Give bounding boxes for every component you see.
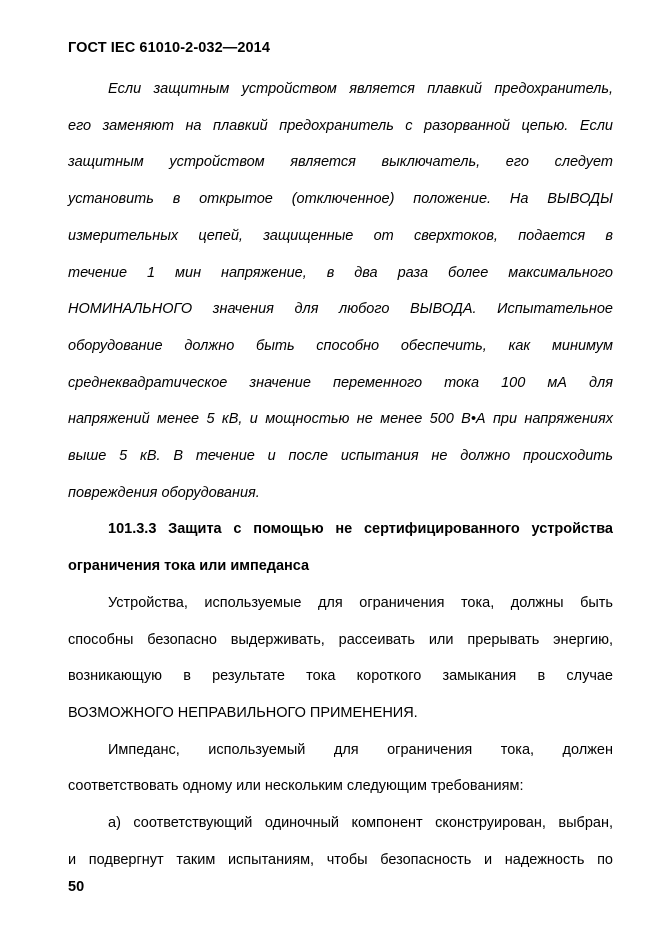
document-header: ГОСТ IEC 61010-2-032—2014 — [68, 40, 270, 56]
italic-para-line: измерительных цепей, защищенные от сверхтоков, подается в — [68, 227, 613, 244]
impedance-para-line: соответствовать одному или нескольким следующим требованиям: — [68, 778, 524, 795]
italic-para-line: течение 1 мин напряжение, в два раза более максимального — [68, 264, 613, 281]
italic-para-line: выше 5 кВ. В течение и после испытания не должно происходить — [68, 448, 613, 465]
italic-para-line: защитным устройством является выключатель, его следует — [68, 154, 613, 171]
italic-para-line: среднеквадратическое значение переменного тока 100 мА для — [68, 374, 613, 391]
italic-para-line: НОМИНАЛЬНОГО значения для любого ВЫВОДА. Испытательное — [68, 301, 613, 318]
page-number: 50 — [68, 879, 85, 895]
italic-para-line: напряжений менее 5 кВ, и мощностью не менее 500 В•А при напряжениях — [68, 411, 613, 428]
section-heading-line: 101.3.3 Защита с помощью не сертифицированного устройства — [108, 521, 613, 538]
devices-para-line: ВОЗМОЖНОГО НЕПРАВИЛЬНОГО ПРИМЕНЕНИЯ. — [68, 704, 418, 721]
item-a-para-line: и подвергнут таким испытаниям, чтобы безопасность и надежность по — [68, 851, 613, 868]
devices-para-line: способны безопасно выдерживать, рассеивать или прерывать энергию, — [68, 631, 613, 648]
italic-para-line: установить в открытое (отключенное) положение. На ВЫВОДЫ — [68, 191, 613, 208]
impedance-para-line: Импеданс, используемый для ограничения тока, должен — [108, 741, 613, 758]
section-heading-line: ограничения тока или импеданса — [68, 558, 310, 575]
italic-para-line: оборудование должно быть способно обеспечить, как минимум — [68, 337, 613, 354]
italic-para-line: Если защитным устройством является плавкий предохранитель, — [108, 81, 613, 97]
italic-para-line: его заменяют на плавкий предохранитель с разорванной цепью. Если — [68, 117, 613, 134]
document-body — [68, 71, 613, 878]
italic-para-line: повреждения оборудования. — [68, 484, 260, 501]
devices-para-line: возникающую в результате тока короткого замыкания в случае — [68, 668, 613, 685]
devices-para-line: Устройства, используемые для ограничения тока, должны быть — [108, 594, 613, 611]
item-a-para-line: а) соответствующий одиночный компонент сконструирован, выбран, — [108, 815, 613, 832]
